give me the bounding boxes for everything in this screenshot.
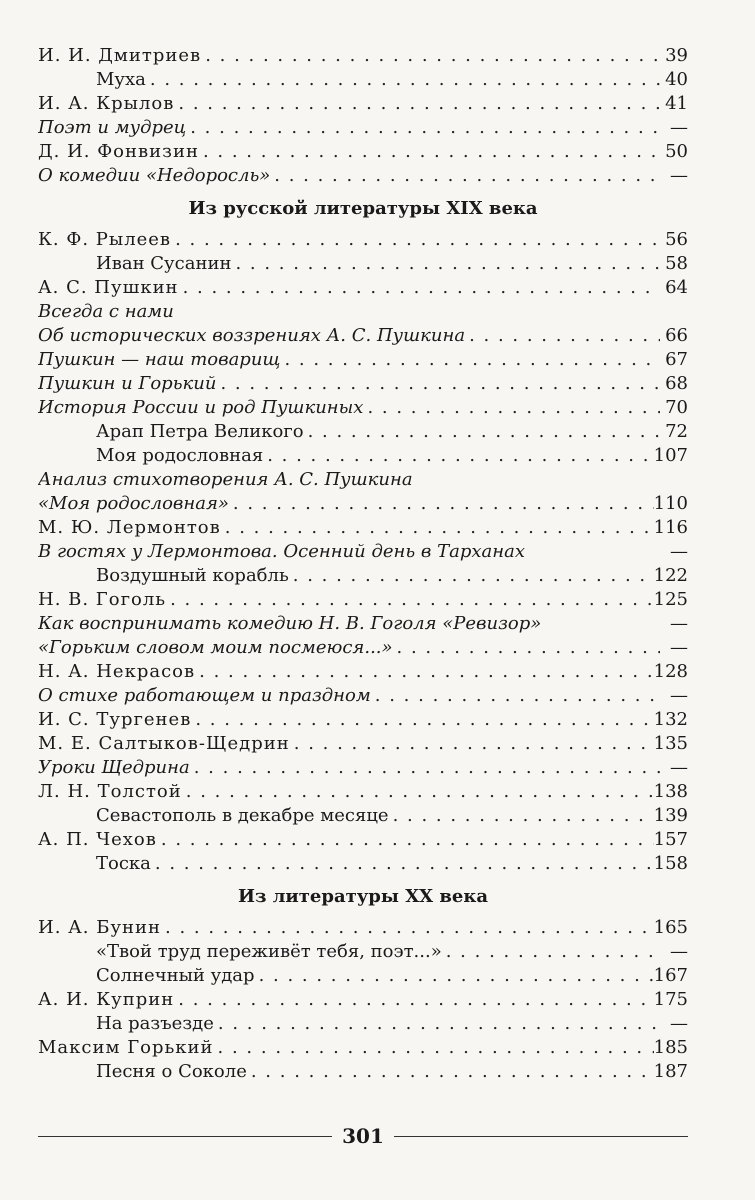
toc-entry-page: 107	[653, 445, 688, 466]
toc-entry	[38, 1060, 688, 1084]
dot-leader	[247, 1060, 654, 1084]
toc-entry-page: 72	[665, 421, 688, 442]
toc-entry	[38, 540, 688, 564]
dot-leader	[465, 324, 660, 348]
section-heading: Из литературы XX века	[237, 886, 489, 907]
toc-entry-page: 185	[653, 1037, 688, 1058]
footer-rule-left	[38, 1136, 332, 1137]
toc-entry-title: «Моя родословная»	[38, 493, 229, 514]
toc-entry-title: Иван Сусанин	[96, 253, 232, 274]
toc-entry-page: 158	[653, 853, 688, 874]
dot-leader	[363, 396, 660, 420]
dot-leader	[166, 588, 654, 612]
toc-entry-title: Всегда с нами	[38, 301, 174, 322]
toc-entry	[38, 348, 688, 372]
toc-entry-title: И. А. Бунин	[38, 917, 162, 938]
toc-entry-page: —	[670, 541, 688, 562]
toc-entry-page: 110	[653, 493, 688, 514]
toc-entry	[38, 1036, 688, 1060]
toc-entry	[38, 164, 688, 188]
toc-entry-title: А. П. Чехов	[38, 829, 157, 850]
dot-leader	[371, 684, 660, 708]
toc-entry-page: 187	[653, 1061, 688, 1082]
toc-entry-title: А. И. Куприн	[38, 989, 175, 1010]
toc-entry	[38, 852, 688, 876]
dot-leader	[161, 916, 654, 940]
toc-entry-title: Севастополь в декабре месяце	[96, 805, 389, 826]
toc-entry	[38, 252, 688, 276]
toc-entry	[38, 228, 688, 252]
dot-leader	[146, 68, 660, 92]
toc-entry	[38, 44, 688, 68]
toc-entry	[38, 300, 688, 324]
toc-entry-title: Д. И. Фонвизин	[38, 141, 199, 162]
toc-entry	[38, 276, 688, 300]
page-number: 301	[342, 1124, 384, 1148]
dot-leader	[195, 660, 654, 684]
toc-entry	[38, 324, 688, 348]
dot-leader	[174, 92, 660, 116]
toc-entry-title: На разъезде	[96, 1013, 214, 1034]
dot-leader	[290, 732, 654, 756]
toc-entry	[38, 420, 688, 444]
dot-leader	[442, 940, 660, 964]
toc-entry-title: И. И. Дмитриев	[38, 45, 202, 66]
toc-entry-page: 125	[653, 589, 688, 610]
dot-leader	[280, 348, 660, 372]
toc-entry-page: 41	[665, 93, 688, 114]
toc-entry-title: Муха	[96, 69, 146, 90]
toc-entry	[38, 468, 688, 492]
dot-leader	[229, 492, 654, 516]
toc-entry-page: 167	[653, 965, 688, 986]
toc-entry-title: А. С. Пушкин	[38, 277, 179, 298]
toc-entry-title: «Твой труд переживёт тебя, поэт...»	[96, 941, 442, 962]
toc-entry	[38, 804, 688, 828]
toc-entry-title: Л. Н. Толстой	[38, 781, 182, 802]
dot-leader	[214, 1012, 660, 1036]
toc-entry-page: 66	[665, 325, 688, 346]
toc-entry-page: 135	[653, 733, 688, 754]
toc-entry	[38, 396, 688, 420]
toc-entry-title: М. Е. Салтыков-Щедрин	[38, 733, 290, 754]
dot-leader	[171, 228, 660, 252]
toc-entry-page: 70	[665, 397, 688, 418]
dot-leader	[174, 988, 653, 1012]
toc-entry-page: 157	[653, 829, 688, 850]
toc-entry-page: —	[670, 165, 688, 186]
toc-entry-title: Уроки Щедрина	[38, 757, 190, 778]
toc-entry-title: Песня о Соколе	[96, 1061, 247, 1082]
toc-entry-page: 58	[665, 253, 688, 274]
toc-entry	[38, 564, 688, 588]
dot-leader	[270, 164, 660, 188]
toc-entry-page: 165	[653, 917, 688, 938]
toc-entry-title: К. Ф. Рылеев	[38, 229, 172, 250]
toc-entry-title: В гостях у Лермонтова. Осенний день в Тарханах	[38, 541, 525, 562]
dot-leader	[231, 252, 660, 276]
toc-entry-title: Поэт и мудрец	[38, 117, 187, 138]
toc-entry-page: —	[670, 613, 688, 634]
dot-leader	[199, 140, 660, 164]
toc-entry	[38, 68, 688, 92]
toc-entry-page: 138	[653, 781, 688, 802]
toc-entry	[38, 708, 688, 732]
page-footer	[38, 1124, 688, 1148]
toc-entry-page: —	[670, 941, 688, 962]
toc-entry-title: М. Ю. Лермонтов	[38, 517, 221, 538]
toc-entry	[38, 140, 688, 164]
toc-entry-page: 40	[665, 69, 688, 90]
toc-entry-page: 122	[653, 565, 688, 586]
toc-entry-page: —	[670, 1013, 688, 1034]
dot-leader	[190, 756, 660, 780]
toc-entry	[38, 660, 688, 684]
toc-entry-title: Воздушный корабль	[96, 565, 289, 586]
table-of-contents	[38, 44, 688, 1084]
dot-leader	[255, 964, 654, 988]
toc-entry	[38, 732, 688, 756]
toc-entry-page: —	[670, 637, 688, 658]
toc-entry-page: —	[670, 685, 688, 706]
toc-entry	[38, 588, 688, 612]
toc-entry	[38, 964, 688, 988]
toc-entry-title: История России и род Пушкиных	[38, 397, 364, 418]
toc-entry	[38, 684, 688, 708]
dot-leader	[263, 444, 653, 468]
toc-entry	[38, 756, 688, 780]
footer-rule-right	[394, 1136, 688, 1137]
toc-entry	[38, 492, 688, 516]
dot-leader	[179, 276, 660, 300]
toc-entry-page: 64	[665, 277, 688, 298]
toc-entry-page: 175	[653, 989, 688, 1010]
toc-entry-page: 68	[665, 373, 688, 394]
toc-entry-title: Максим Горький	[38, 1037, 214, 1058]
dot-leader	[191, 708, 653, 732]
toc-entry	[38, 988, 688, 1012]
toc-entry	[38, 372, 688, 396]
dot-leader	[182, 780, 654, 804]
toc-entry-title: Пушкин — наш товарищ	[38, 349, 281, 370]
toc-entry-title: Н. В. Гоголь	[38, 589, 167, 610]
dot-leader	[214, 1036, 654, 1060]
toc-entry-title: Моя родословная	[96, 445, 264, 466]
toc-entry	[38, 940, 688, 964]
toc-entry-title: Об исторических воззрениях А. С. Пушкина	[38, 325, 466, 346]
toc-entry-page: 67	[665, 349, 688, 370]
toc-entry-title: О комедии «Недоросль»	[38, 165, 271, 186]
toc-entry	[38, 92, 688, 116]
dot-leader	[151, 852, 654, 876]
dot-leader	[221, 516, 654, 540]
dot-leader	[393, 636, 660, 660]
dot-leader	[289, 564, 654, 588]
toc-entry-title: Солнечный удар	[96, 965, 255, 986]
toc-entry	[38, 516, 688, 540]
toc-entry	[38, 636, 688, 660]
toc-entry	[38, 828, 688, 852]
toc-entry-title: Пушкин и Горький	[38, 373, 217, 394]
toc-entry-title: Как воспринимать комедию Н. В. Гоголя «Ревизор»	[38, 613, 542, 634]
toc-entry	[38, 444, 688, 468]
toc-entry	[38, 1012, 688, 1036]
toc-entry-title: Анализ стихотворения А. С. Пушкина	[38, 469, 413, 490]
dot-leader	[201, 44, 660, 68]
section-heading: Из русской литературы XIX века	[188, 198, 538, 219]
toc-entry	[38, 612, 688, 636]
toc-entry	[38, 780, 688, 804]
dot-leader	[389, 804, 654, 828]
toc-entry-page: 128	[653, 661, 688, 682]
dot-leader	[216, 372, 660, 396]
toc-entry-title: Тоска	[96, 853, 151, 874]
toc-entry-page: —	[670, 117, 688, 138]
dot-leader	[186, 116, 660, 140]
toc-entry	[38, 116, 688, 140]
toc-entry-title: О стихе работающем и праздном	[38, 685, 371, 706]
toc-entry-title: Арап Петра Великого	[96, 421, 304, 442]
dot-leader	[304, 420, 660, 444]
toc-entry-page: 56	[665, 229, 688, 250]
toc-entry-title: И. С. Тургенев	[38, 709, 192, 730]
toc-entry	[38, 916, 688, 940]
toc-entry-page: 116	[653, 517, 688, 538]
toc-entry-title: «Горьким словом моим посмеюся...»	[38, 637, 393, 658]
toc-entry-page: —	[670, 757, 688, 778]
toc-entry-page: 50	[665, 141, 688, 162]
dot-leader	[157, 828, 654, 852]
toc-entry-page: 139	[653, 805, 688, 826]
toc-entry-page: 39	[665, 45, 688, 66]
toc-entry-title: И. А. Крылов	[38, 93, 175, 114]
toc-entry-page: 132	[653, 709, 688, 730]
toc-entry-title: Н. А. Некрасов	[38, 661, 196, 682]
